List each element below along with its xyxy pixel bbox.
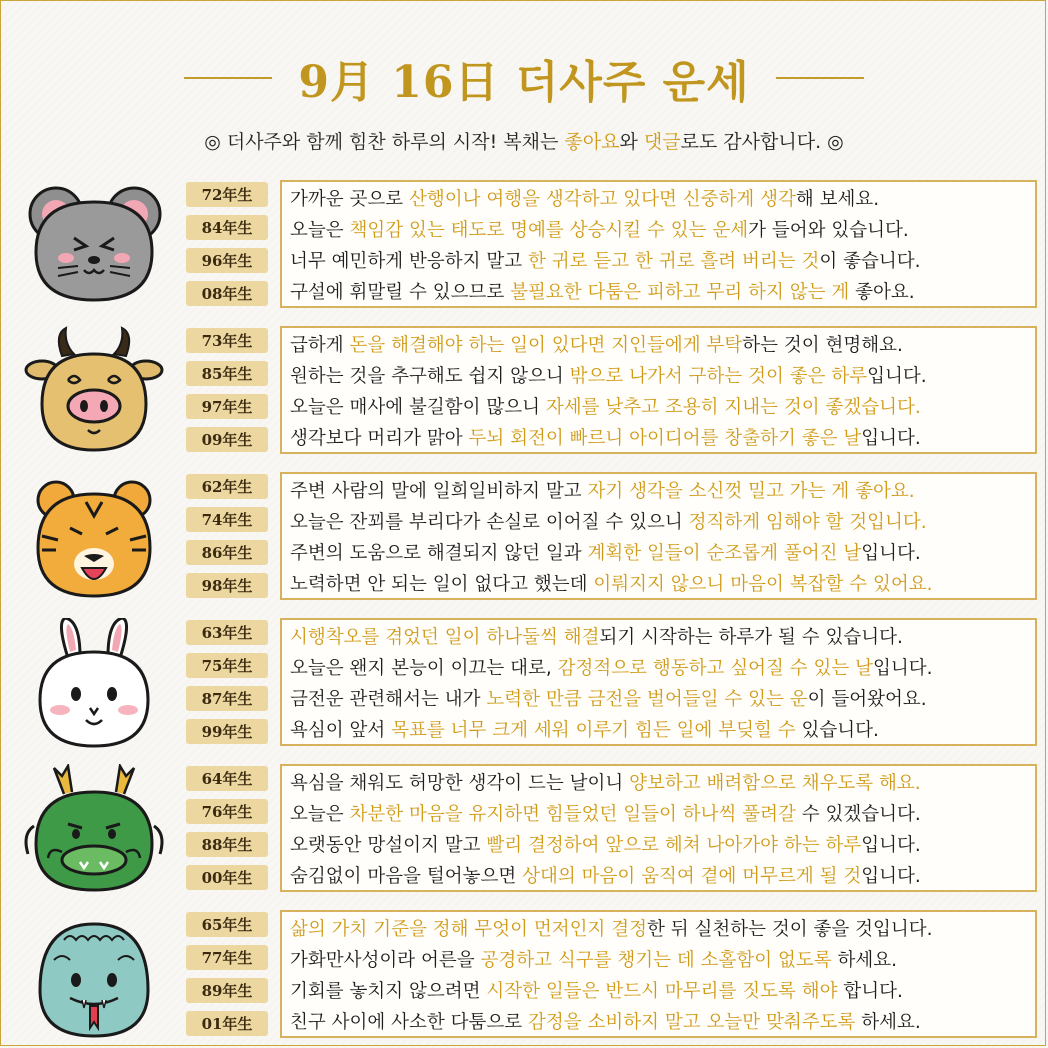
year-badges [186, 474, 276, 606]
line-text: 되기 시작하는 하루가 될 수 있습니다. [599, 627, 903, 648]
line-text: 입니다. [867, 366, 927, 387]
line-text: 친구 사이에 사소한 다툼으로 [290, 1012, 528, 1033]
line-text: 원하는 것을 추구해도 쉽지 않으니 [290, 366, 570, 387]
fortune-block-ox [0, 326, 1048, 458]
subtitle-like: 좋아요 [564, 131, 620, 153]
line-text: 너무 예민하게 반응하지 말고 [290, 251, 528, 272]
line-text: 입니다. [861, 866, 921, 887]
fortune-line [290, 330, 1035, 361]
line-text: 이 들어왔어요. [807, 689, 927, 710]
line-text: 합니다. [837, 981, 903, 1002]
fortune-line [290, 392, 1035, 423]
line-text: 노력하면 안 되는 일이 없다고 했는데 [290, 574, 594, 595]
year-badge: 63年生 [186, 620, 268, 645]
fortune-line [290, 945, 1035, 976]
year-badge: 84年生 [186, 215, 268, 240]
year-badges [186, 620, 276, 752]
line-text: 가 들어와 있습니다. [748, 220, 909, 241]
fortune-line [290, 423, 1035, 454]
fortune-text-box [280, 910, 1037, 1038]
year-badge: 87年生 [186, 686, 268, 711]
line-highlight: 자세를 낮추고 조용히 지내는 것이 좋겠습니다. [545, 397, 921, 418]
year-badge: 65年生 [186, 912, 268, 937]
line-text: 욕심을 채워도 허망한 생각이 드는 날이니 [290, 773, 630, 794]
line-highlight: 감정을 소비하지 말고 오늘만 맞춰주도록 [527, 1012, 856, 1033]
line-highlight: 한 귀로 듣고 한 귀로 흘려 버리는 것 [527, 251, 820, 272]
fortune-line [290, 861, 1035, 892]
dragon-icon [14, 764, 174, 896]
subtitle [0, 127, 1048, 154]
line-highlight: 빨리 결정하여 앞으로 헤쳐 나아가야 하는 하루 [486, 835, 862, 856]
line-highlight: 시작한 일들은 반드시 마무리를 짓도록 해야 [486, 981, 838, 1002]
line-text: 기회를 놓치지 않으려면 [290, 981, 487, 1002]
year-badge: 73年生 [186, 328, 268, 353]
subtitle-comment: 댓글 [643, 131, 681, 153]
fortune-line [290, 215, 1035, 246]
fortune-block-dragon [0, 764, 1048, 896]
fortune-line [290, 361, 1035, 392]
year-badge: 64年生 [186, 766, 268, 791]
line-highlight: 이뤄지지 않으니 마음이 복잡할 수 있어요. [593, 574, 933, 595]
fortune-line [290, 976, 1035, 1007]
year-badge: 01年生 [186, 1011, 268, 1036]
line-text: 있습니다. [795, 720, 879, 741]
line-text: 급하게 [290, 335, 350, 356]
fortune-text-box [280, 326, 1037, 454]
fortune-line [290, 914, 1035, 945]
year-badge: 77年生 [186, 945, 268, 970]
line-text: 입니다. [872, 658, 933, 679]
tiger-icon [14, 472, 174, 604]
line-text: 오늘은 [290, 220, 350, 241]
line-text: 숨김없이 마음을 털어놓으면 [290, 866, 523, 887]
fortune-block-snake [0, 910, 1048, 1042]
fortune-text-box [280, 472, 1037, 600]
fortune-line [290, 830, 1035, 861]
line-highlight: 책임감 있는 태도로 명예를 상승시킬 수 있는 운세 [349, 220, 749, 241]
line-highlight: 양보하고 배려함으로 채우도록 해요. [629, 773, 921, 794]
year-badge: 74年生 [186, 507, 268, 532]
subtitle-prefix: ◎ 더사주와 함께 힘찬 하루의 시작! 복채는 [204, 131, 565, 153]
snake-icon [14, 910, 174, 1042]
fortune-line [290, 653, 1035, 684]
fortune-block-tiger [0, 472, 1048, 604]
year-badge: 62年生 [186, 474, 268, 499]
line-text: 오늘은 잔꾀를 부리다가 손실로 이어질 수 있으니 [290, 512, 689, 533]
line-text: 가화만사성이라 어른을 [290, 950, 481, 971]
line-highlight: 삶의 가치 기준을 정해 무엇이 먼저인지 결정 [290, 919, 647, 940]
line-highlight: 차분한 마음을 유지하면 힘들었던 일들이 하나씩 풀려갈 [349, 804, 796, 825]
fortune-line [290, 768, 1035, 799]
line-highlight: 밖으로 나가서 구하는 것이 좋은 하루 [569, 366, 868, 387]
rabbit-icon [14, 618, 174, 750]
line-text: 생각보다 머리가 맑아 [290, 428, 469, 449]
line-text: 구설에 휘말릴 수 있으므로 [290, 282, 511, 303]
line-text: 오늘은 매사에 불길함이 많으니 [290, 397, 546, 418]
title-row [0, 48, 1048, 108]
line-text: 좋아요. [849, 282, 915, 303]
title-right-rule [776, 77, 864, 79]
year-badge: 09年生 [186, 427, 268, 452]
line-text: 가까운 곳으로 [290, 189, 409, 210]
year-badge: 08年生 [186, 281, 268, 306]
year-badge: 86年生 [186, 540, 268, 565]
fortune-text-box [280, 180, 1037, 308]
title-left-rule [184, 77, 272, 79]
line-text: 하세요. [855, 1012, 921, 1033]
line-text: 이 좋습니다. [819, 251, 921, 272]
page-title: 9月 16日 더사주 운세 [298, 57, 750, 108]
year-badge: 97年生 [186, 394, 268, 419]
line-highlight: 두뇌 회전이 빠르니 아이디어를 창출하기 좋은 날 [468, 428, 862, 449]
fortune-block-rat [0, 180, 1048, 312]
line-text: 입니다. [861, 835, 921, 856]
line-text: 욕심이 앞서 [290, 720, 392, 741]
year-badge: 75年生 [186, 653, 268, 678]
year-badge: 88年生 [186, 832, 268, 857]
year-badge: 85年生 [186, 361, 268, 386]
line-text: 오늘은 [290, 804, 350, 825]
year-badge: 99年生 [186, 719, 268, 744]
line-text: 오늘은 왠지 본능이 이끄는 대로, [290, 658, 558, 679]
line-text: 주변의 도움으로 해결되지 않던 일과 [290, 543, 588, 564]
year-badges [186, 766, 276, 898]
year-badge: 96年生 [186, 248, 268, 273]
line-text: 입니다. [861, 543, 921, 564]
subtitle-suffix: 로도 감사합니다. ◎ [680, 131, 844, 153]
line-highlight: 공경하고 식구를 챙기는 데 소홀함이 없도록 [480, 950, 832, 971]
fortune-line [290, 715, 1035, 746]
fortune-line [290, 1007, 1035, 1038]
fortune-block-rabbit [0, 618, 1048, 750]
year-badge: 89年生 [186, 978, 268, 1003]
line-highlight: 노력한 만큼 금전을 벌어들일 수 있는 운 [486, 689, 808, 710]
year-badge: 98年生 [186, 573, 268, 598]
fortune-line [290, 538, 1035, 569]
line-highlight: 정직하게 임해야 할 것입니다. [688, 512, 927, 533]
line-highlight: 자기 생각을 소신껏 밀고 가는 게 좋아요. [587, 481, 915, 502]
ox-icon [14, 326, 174, 458]
fortune-line [290, 277, 1035, 308]
line-highlight: 돈을 해결해야 하는 일이 있다면 지인들에게 부탁 [349, 335, 743, 356]
year-badges [186, 182, 276, 314]
subtitle-mid: 와 [619, 131, 644, 153]
line-text: 금전운 관련해서는 내가 [290, 689, 487, 710]
line-highlight: 산행이나 여행을 생각하고 있다면 신중하게 생각 [409, 189, 796, 210]
line-highlight: 목표를 너무 크게 세워 이루기 힘든 일에 부딪힐 수 [391, 720, 796, 741]
line-text: 하세요. [831, 950, 897, 971]
year-badges [186, 328, 276, 460]
fortune-line [290, 622, 1035, 653]
line-text: 해 보세요. [795, 189, 880, 210]
fortune-text-box [280, 764, 1037, 892]
line-highlight: 감정적으로 행동하고 싶어질 수 있는 날 [557, 658, 873, 679]
line-text: 오랫동안 망설이지 말고 [290, 835, 487, 856]
line-highlight: 불필요한 다툼은 피하고 무리 하지 않는 게 [510, 282, 850, 303]
line-text: 수 있겠습니다. [795, 804, 921, 825]
fortune-line [290, 799, 1035, 830]
fortune-line [290, 507, 1035, 538]
year-badge: 76年生 [186, 799, 268, 824]
line-text: 한 뒤 실천하는 것이 좋을 것입니다. [646, 919, 933, 940]
line-text: 주변 사람의 말에 일희일비하지 말고 [290, 481, 588, 502]
year-badges [186, 912, 276, 1044]
fortune-line [290, 184, 1035, 215]
line-highlight: 계획한 일들이 순조롭게 풀어진 날 [587, 543, 862, 564]
line-highlight: 상대의 마음이 움직여 곁에 머무르게 될 것 [522, 866, 862, 887]
year-badge: 00年生 [186, 865, 268, 890]
line-text: 입니다. [861, 428, 921, 449]
rat-icon [14, 180, 174, 312]
line-text: 하는 것이 현명해요. [742, 335, 903, 356]
fortune-line [290, 246, 1035, 277]
fortune-line [290, 684, 1035, 715]
line-highlight: 시행착오를 겪었던 일이 하나둘씩 해결 [290, 627, 600, 648]
fortune-line [290, 569, 1035, 600]
fortune-text-box [280, 618, 1037, 746]
fortune-line [290, 476, 1035, 507]
year-badge: 72年生 [186, 182, 268, 207]
